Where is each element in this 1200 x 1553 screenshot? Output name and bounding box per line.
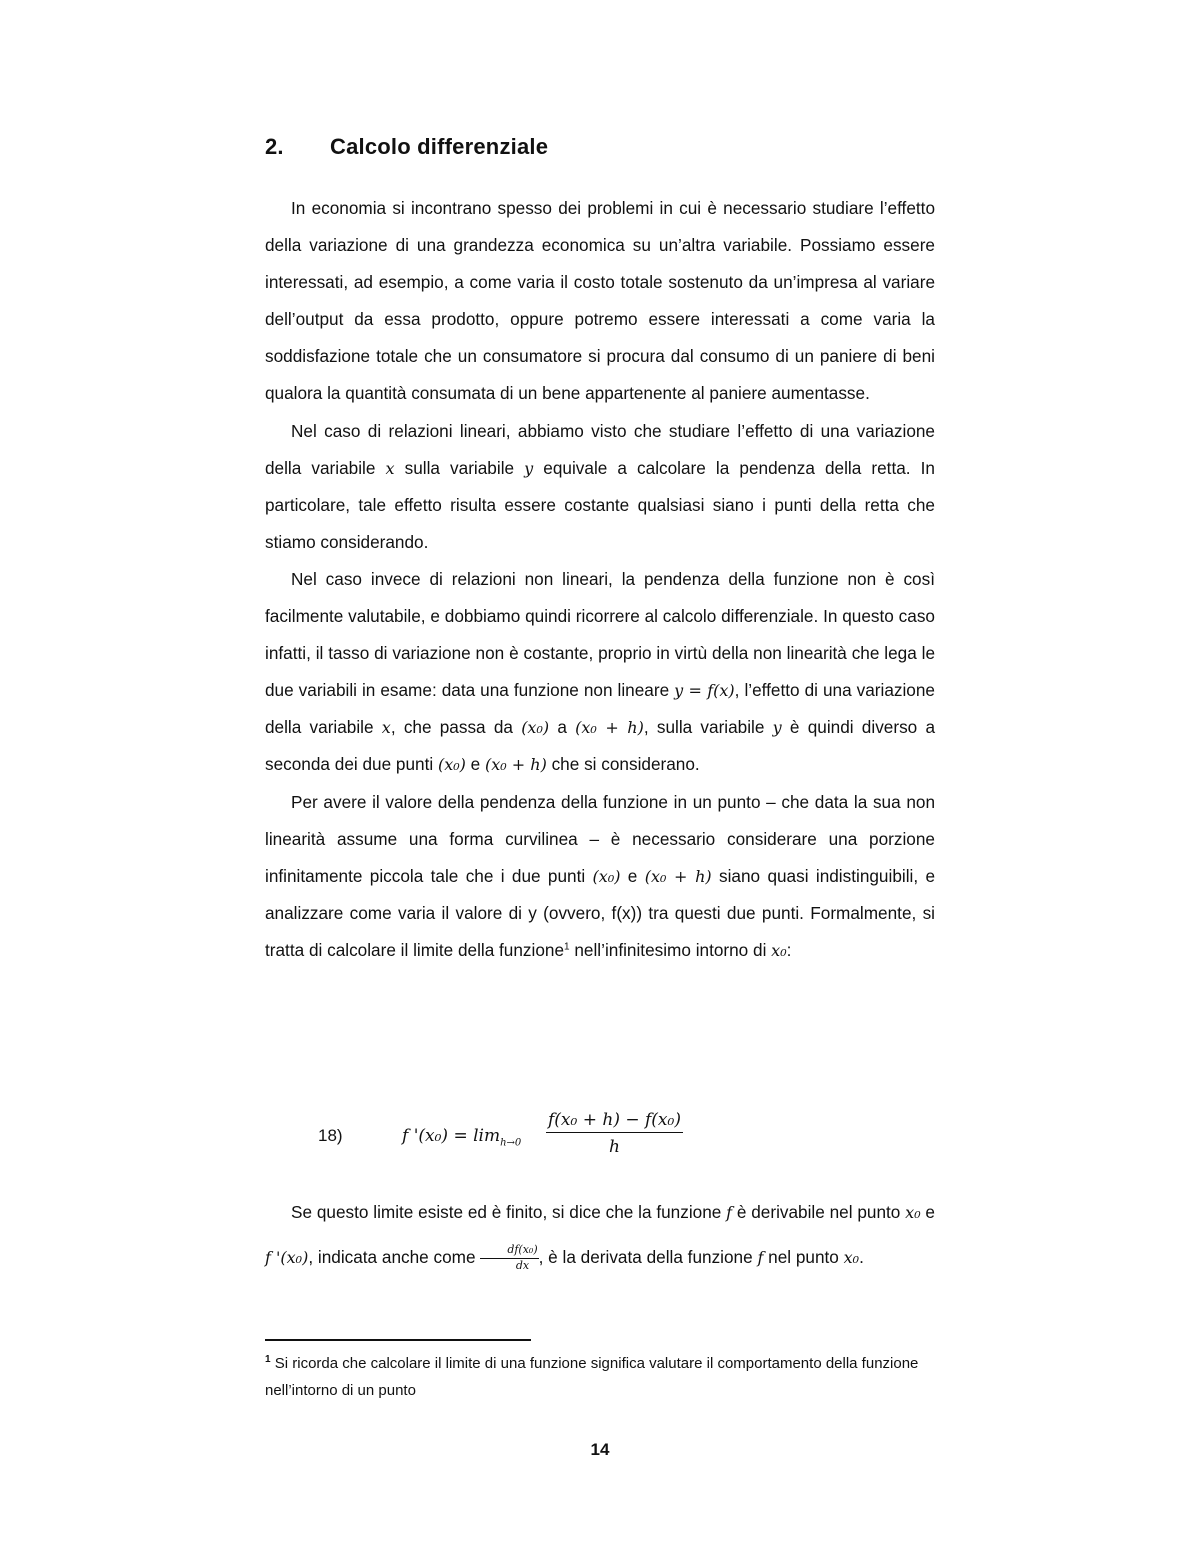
page-number: 14 xyxy=(590,1440,610,1459)
equation-fraction xyxy=(546,1110,683,1157)
section-title: Calcolo differenziale xyxy=(330,134,549,159)
paragraph-5: Se questo limite esiste ed è finito, si dice che la funzione f è derivabile nel punto x₀ e f '(x₀), indicata anche come $\frac{\text{df(x₀)}}{dx}$ , è la derivata della funzione f nel punto x₀. xyxy=(265,1202,935,1273)
math-y: y xyxy=(524,458,534,478)
footnote xyxy=(265,1350,945,1404)
paragraph-2: Nel caso di relazioni lineari, abbiamo visto che studiare l’effetto di una variazione della variabile x sulla variabile y equivale a calcolare la pendenza della retta. In particolare, tale effetto risulta essere costante qualsiasi siano i punti della retta che stiamo considerando. xyxy=(265,420,935,552)
paragraph-4: Per avere il valore della pendenza della funzione in un punto – che data la sua non linearità assume una forma curvilinea – è necessario considerare una porzione infinitamente piccola tale che i due punti (x₀) e (x₀ + h) siano quasi indistinguibili, e analizzare come varia il valore di y (ovvero, f(x)) tra questi due punti. Formalmente, si tratta di calcolare il limite della funzione$^1$ nell’infinitesimo intorno di x₀: xyxy=(265,791,936,960)
section-heading xyxy=(265,134,548,160)
math-function: y = f(x) xyxy=(674,681,735,701)
equation-numerator: f(x₀ + h) − f(x₀) xyxy=(546,1110,683,1133)
body-text-after-equation xyxy=(265,1190,935,1280)
footnote-reference: 1 xyxy=(564,941,570,953)
equation-denominator: h xyxy=(609,1137,620,1157)
paragraph-1: In economia si incontrano spesso dei problemi in cui è necessario studiare l’effetto della variazione di una grandezza economica su un’altra variabile. Possiamo essere interessati, ad esempio, a come varia il costo totale sostenuto da un’impresa al variare dell’output da essa prodotto, oppure potremo essere interessati a come varia la soddisfazione totale che un consumatore si procura dal consumo di un paniere di beni qualora la quantità consumata di un bene appartenente al paniere aumentasse. xyxy=(265,198,935,404)
equation-label: 18) xyxy=(318,1126,343,1145)
math-x: x xyxy=(385,458,395,478)
derivative-fraction: $\frac{\text{df(x₀)}}{dx}$ xyxy=(480,1243,538,1273)
section-number: 2. xyxy=(265,134,284,159)
equation-lhs: f '$(x_0) = \lim_{h\to 0}$ xyxy=(402,1126,522,1149)
equation-18 xyxy=(318,1110,818,1170)
limit-subscript: h→0 xyxy=(500,1137,522,1149)
footnote-mark: 1 xyxy=(265,1354,271,1365)
body-text xyxy=(265,190,935,969)
footnote-separator xyxy=(265,1339,531,1341)
footnote-text: Si ricorda che calcolare il limite di una funzione significa valutare il comportamento della funzione nell’intorno di un punto xyxy=(265,1355,919,1399)
paragraph-3: Nel caso invece di relazioni non lineari, la pendenza della funzione non è così facilmente valutabile, e dobbiamo quindi ricorrere al calcolo differenziale. In questo caso infatti, il tasso di variazione non è costante, proprio in virtù della non linearità che lega le due variabili in esame: data una funzione non lineare y = f(x), l’effetto di una variazione della variabile x, che passa da (x₀) a (x₀ + h), sulla variabile y è quindi diverso a seconda dei due punti (x₀) e (x₀ + h) che si considerano. xyxy=(265,568,936,775)
